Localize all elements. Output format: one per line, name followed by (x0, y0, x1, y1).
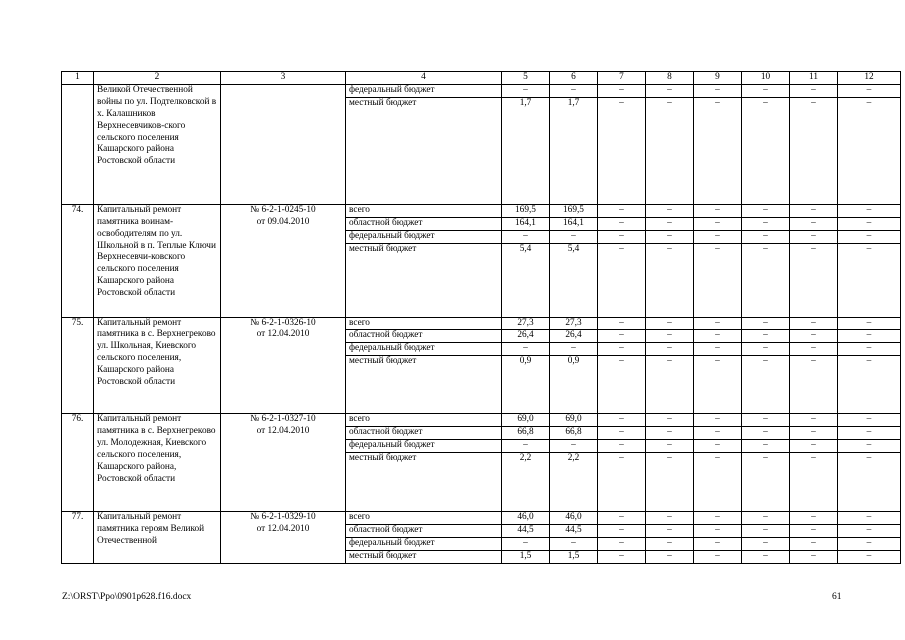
value-col-10: – (742, 537, 790, 550)
value-col-5: 169,5 (502, 204, 550, 217)
budget-source-label: областной бюджет (346, 524, 502, 537)
item-number: 75. (62, 317, 94, 414)
budget-source-label: местный бюджет (346, 452, 502, 511)
value-col-8: – (646, 524, 694, 537)
budget-source-label: всего (346, 204, 502, 217)
budget-source-label: всего (346, 317, 502, 330)
value-col-9: – (694, 217, 742, 230)
budget-source-label: местный бюджет (346, 550, 502, 563)
value-col-11: – (790, 524, 838, 537)
value-col-7: – (598, 356, 646, 414)
value-col-7: – (598, 217, 646, 230)
value-col-11: – (790, 84, 838, 97)
value-col-12: – (838, 330, 901, 343)
value-col-11: – (790, 343, 838, 356)
value-col-9: – (694, 230, 742, 243)
value-col-7: – (598, 230, 646, 243)
item-number: 76. (62, 414, 94, 512)
value-col-6: – (550, 84, 598, 97)
approval-number: № 6-2-1-0327-10 (250, 414, 316, 425)
table-row (62, 317, 901, 330)
header-col-1: 1 (62, 72, 94, 85)
value-col-11: – (790, 550, 838, 563)
budget-source-label: федеральный бюджет (346, 343, 502, 356)
value-col-9: – (694, 317, 742, 330)
value-col-10: – (742, 97, 790, 204)
value-col-5: 44,5 (502, 524, 550, 537)
table-row (62, 204, 901, 217)
value-col-6: 26,4 (550, 330, 598, 343)
value-col-8: – (646, 550, 694, 563)
value-col-12: – (838, 243, 901, 317)
table-row (62, 84, 901, 97)
value-col-8: – (646, 97, 694, 204)
value-col-12: – (838, 97, 901, 204)
value-col-11: – (790, 427, 838, 440)
value-col-7: – (598, 330, 646, 343)
value-col-11: – (790, 537, 838, 550)
budget-source-label: федеральный бюджет (346, 537, 502, 550)
value-col-9: – (694, 524, 742, 537)
budget-source-label: областной бюджет (346, 330, 502, 343)
value-col-7: – (598, 452, 646, 511)
header-col-12: 12 (838, 72, 901, 85)
value-col-8: – (646, 330, 694, 343)
value-col-6: 27,3 (550, 317, 598, 330)
value-col-6: 1,5 (550, 550, 598, 563)
budget-source-label: местный бюджет (346, 97, 502, 204)
value-col-12: – (838, 356, 901, 414)
value-col-9: – (694, 452, 742, 511)
value-col-10: – (742, 217, 790, 230)
value-col-9: – (694, 97, 742, 204)
value-col-10: – (742, 356, 790, 414)
value-col-12: – (838, 230, 901, 243)
value-col-7: – (598, 84, 646, 97)
value-col-10: – (742, 414, 790, 427)
value-col-7: – (598, 524, 646, 537)
item-name: Капитальный ремонт памятника в с. Верхнегреково ул. Молодежная, Киевского сельского поселения, Кашарского района, Ростовской области (94, 414, 221, 512)
value-col-11: – (790, 452, 838, 511)
value-col-7: – (598, 427, 646, 440)
value-col-10: – (742, 230, 790, 243)
value-col-9: – (694, 550, 742, 563)
value-col-8: – (646, 356, 694, 414)
value-col-6: – (550, 230, 598, 243)
value-col-6: 66,8 (550, 427, 598, 440)
table-row (62, 511, 901, 524)
value-col-12: – (838, 84, 901, 97)
value-col-5: 26,4 (502, 330, 550, 343)
value-col-12: – (838, 524, 901, 537)
value-col-6: 1,7 (550, 97, 598, 204)
value-col-5: 5,4 (502, 243, 550, 317)
budget-source-label: всего (346, 511, 502, 524)
value-col-6: – (550, 343, 598, 356)
value-col-10: – (742, 524, 790, 537)
approval-date: от 09.04.2010 (256, 216, 310, 227)
value-col-10: – (742, 84, 790, 97)
value-col-8: – (646, 204, 694, 217)
value-col-9: – (694, 84, 742, 97)
value-col-5: 164,1 (502, 217, 550, 230)
header-row (62, 72, 901, 85)
value-col-5: 66,8 (502, 427, 550, 440)
value-col-10: – (742, 511, 790, 524)
value-col-6: 164,1 (550, 217, 598, 230)
value-col-8: – (646, 537, 694, 550)
value-col-5: – (502, 343, 550, 356)
header-col-8: 8 (646, 72, 694, 85)
value-col-10: – (742, 330, 790, 343)
value-col-5: – (502, 537, 550, 550)
value-col-6: 2,2 (550, 452, 598, 511)
value-col-9: – (694, 537, 742, 550)
value-col-8: – (646, 511, 694, 524)
value-col-12: – (838, 204, 901, 217)
value-col-12: – (838, 317, 901, 330)
value-col-7: – (598, 97, 646, 204)
value-col-8: – (646, 343, 694, 356)
budget-source-label: федеральный бюджет (346, 84, 502, 97)
budget-source-label: всего (346, 414, 502, 427)
value-col-10: – (742, 440, 790, 453)
value-col-10: – (742, 427, 790, 440)
item-number: 74. (62, 204, 94, 317)
value-col-9: – (694, 243, 742, 317)
item-code (221, 511, 346, 563)
value-col-7: – (598, 550, 646, 563)
item-code (221, 414, 346, 512)
value-col-8: – (646, 230, 694, 243)
value-col-7: – (598, 511, 646, 524)
item-name: Капитальный ремонт памятника героям Великой Отечественной (94, 511, 221, 563)
value-col-5: – (502, 440, 550, 453)
approval-date: от 12.04.2010 (256, 329, 310, 340)
value-col-10: – (742, 343, 790, 356)
table-row (62, 414, 901, 427)
value-col-12: – (838, 537, 901, 550)
value-col-12: – (838, 440, 901, 453)
value-col-11: – (790, 204, 838, 217)
budget-table (61, 71, 901, 564)
value-col-8: – (646, 452, 694, 511)
value-col-6: – (550, 537, 598, 550)
value-col-10: – (742, 550, 790, 563)
budget-source-label: местный бюджет (346, 356, 502, 414)
approval-number: № 6-2-1-0245-10 (250, 204, 316, 215)
header-col-4: 4 (346, 72, 502, 85)
value-col-8: – (646, 414, 694, 427)
header-col-3: 3 (221, 72, 346, 85)
value-col-11: – (790, 230, 838, 243)
value-col-6: – (550, 440, 598, 453)
value-col-11: – (790, 217, 838, 230)
budget-source-label: местный бюджет (346, 243, 502, 317)
budget-source-label: федеральный бюджет (346, 230, 502, 243)
value-col-11: – (790, 440, 838, 453)
approval-date: от 12.04.2010 (256, 523, 310, 534)
approval-date: от 12.04.2010 (256, 426, 310, 437)
value-col-12: – (838, 343, 901, 356)
value-col-7: – (598, 414, 646, 427)
page-number: 61 (832, 592, 842, 602)
value-col-10: – (742, 452, 790, 511)
item-name: Капитальный ремонт памятника воинам-освободителям по ул. Школьной в п. Теплые Ключи Верхнесевчи-ковского сельского поселения Кашарского района Ростовской области (94, 204, 221, 317)
header-col-9: 9 (694, 72, 742, 85)
value-col-11: – (790, 317, 838, 330)
value-col-9: – (694, 511, 742, 524)
value-col-8: – (646, 427, 694, 440)
value-col-6: 5,4 (550, 243, 598, 317)
value-col-12: – (838, 511, 901, 524)
value-col-10: – (742, 204, 790, 217)
value-col-6: 69,0 (550, 414, 598, 427)
header-col-5: 5 (502, 72, 550, 85)
value-col-11: – (790, 243, 838, 317)
item-number: 77. (62, 511, 94, 563)
value-col-6: 169,5 (550, 204, 598, 217)
item-name: Великой Отечественной войны по ул. Подтелковской в х. Калашников Верхнесевчиков-ского сельского поселения Кашарского района Ростовской области (94, 84, 221, 204)
value-col-9: – (694, 204, 742, 217)
value-col-6: 44,5 (550, 524, 598, 537)
value-col-11: – (790, 414, 838, 427)
value-col-6: 46,0 (550, 511, 598, 524)
footer-file-path: Z:\ORST\Ppo\0901p628.f16.docx (62, 592, 192, 602)
value-col-7: – (598, 440, 646, 453)
item-code (221, 84, 346, 204)
value-col-5: – (502, 84, 550, 97)
value-col-11: – (790, 511, 838, 524)
value-col-11: – (790, 330, 838, 343)
value-col-12: – (838, 217, 901, 230)
header-col-11: 11 (790, 72, 838, 85)
value-col-5: 0,9 (502, 356, 550, 414)
value-col-8: – (646, 317, 694, 330)
value-col-12: – (838, 550, 901, 563)
budget-source-label: федеральный бюджет (346, 440, 502, 453)
value-col-7: – (598, 343, 646, 356)
value-col-7: – (598, 243, 646, 317)
item-number (62, 84, 94, 204)
header-col-2: 2 (94, 72, 221, 85)
value-col-9: – (694, 440, 742, 453)
value-col-10: – (742, 317, 790, 330)
value-col-5: 1,5 (502, 550, 550, 563)
value-col-9: – (694, 356, 742, 414)
value-col-7: – (598, 317, 646, 330)
budget-source-label: областной бюджет (346, 427, 502, 440)
approval-number: № 6-2-1-0329-10 (250, 511, 316, 522)
header-col-6: 6 (550, 72, 598, 85)
value-col-11: – (790, 356, 838, 414)
value-col-10: – (742, 243, 790, 317)
value-col-9: – (694, 427, 742, 440)
value-col-8: – (646, 84, 694, 97)
value-col-7: – (598, 537, 646, 550)
value-col-5: 46,0 (502, 511, 550, 524)
item-code (221, 204, 346, 317)
value-col-5: 2,2 (502, 452, 550, 511)
approval-number: № 6-2-1-0326-10 (250, 317, 316, 328)
item-name: Капитальный ремонт памятника в с. Верхнегреково ул. Школьная, Киевского сельского поселения, Кашарского района Ростовской области (94, 317, 221, 414)
value-col-5: 27,3 (502, 317, 550, 330)
value-col-7: – (598, 204, 646, 217)
value-col-9: – (694, 343, 742, 356)
header-col-10: 10 (742, 72, 790, 85)
value-col-8: – (646, 217, 694, 230)
value-col-5: – (502, 230, 550, 243)
value-col-11: – (790, 97, 838, 204)
budget-source-label: областной бюджет (346, 217, 502, 230)
item-code (221, 317, 346, 414)
value-col-5: 1,7 (502, 97, 550, 204)
value-col-6: 0,9 (550, 356, 598, 414)
value-col-8: – (646, 440, 694, 453)
value-col-9: – (694, 414, 742, 427)
value-col-12: – (838, 452, 901, 511)
value-col-8: – (646, 243, 694, 317)
value-col-9: – (694, 330, 742, 343)
value-col-5: 69,0 (502, 414, 550, 427)
header-col-7: 7 (598, 72, 646, 85)
value-col-12: – (838, 427, 901, 440)
value-col-12: – (838, 414, 901, 427)
